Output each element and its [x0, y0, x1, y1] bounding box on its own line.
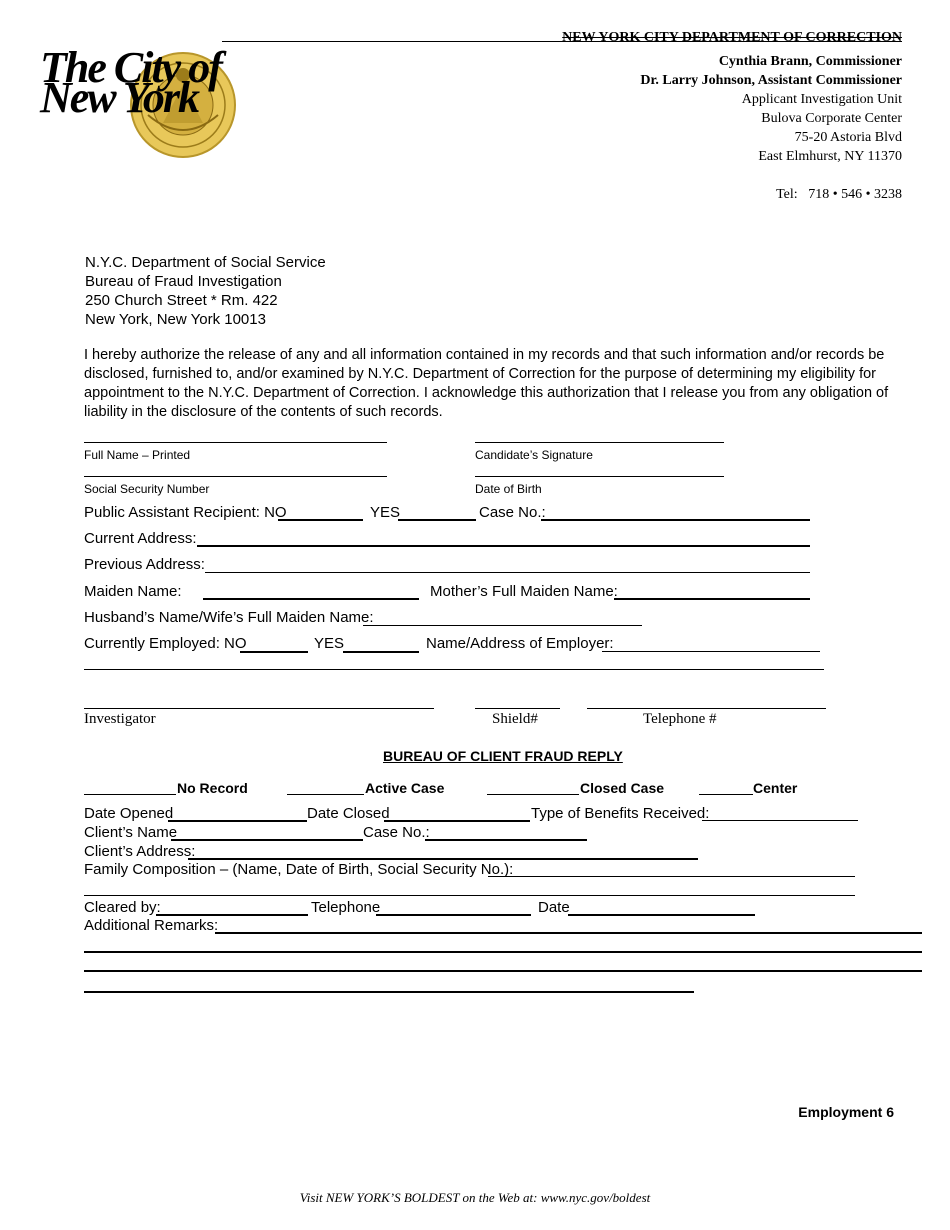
public-assistant-no-input[interactable] — [278, 519, 363, 521]
header-address-block — [452, 52, 902, 204]
authorization-text — [84, 346, 888, 422]
investigator-label: Investigator — [84, 711, 156, 727]
recipient-line-4: New York, New York 10013 — [85, 311, 266, 328]
shield-label: Shield# — [492, 711, 538, 727]
no-record-label: No Record — [177, 780, 248, 796]
full-name-input[interactable] — [84, 442, 387, 443]
assistant-commissioner: Dr. Larry Johnson, Assistant Commissioner — [640, 73, 902, 88]
reply-telephone-label: Telephone — [311, 899, 381, 916]
public-assistant-yes-label: YES — [370, 504, 401, 521]
reply-date-label: Date — [538, 899, 570, 916]
authorization-line-3: appointment to the N.Y.C. Department of Correction. I acknowledge this authorization that I release you from any obligation of — [84, 385, 889, 401]
mothers-maiden-input[interactable] — [614, 598, 810, 600]
remarks-label: Additional Remarks: — [84, 917, 219, 934]
employed-no-input[interactable] — [240, 651, 308, 653]
employer-label: Name/Address of Employer: — [426, 635, 614, 652]
authorization-line-1: I hereby authorize the release of any and all information contained in my records and that such information and/or records be — [84, 347, 885, 363]
recipient-address — [85, 253, 326, 329]
employed-yes-label: YES — [314, 635, 345, 652]
street-address: 75-20 Astoria Blvd — [794, 130, 902, 145]
center-label: Center — [753, 780, 798, 796]
signature-input[interactable] — [475, 442, 724, 443]
center-input[interactable] — [699, 794, 753, 795]
ssn-input[interactable] — [84, 476, 387, 477]
no-record-input[interactable] — [84, 794, 176, 795]
employed-label: Currently Employed: NO — [84, 635, 247, 652]
reply-case-no-input[interactable] — [425, 839, 587, 841]
unit-name: Applicant Investigation Unit — [741, 92, 902, 107]
active-case-label: Active Case — [365, 780, 445, 796]
ssn-label: Social Security Number — [84, 482, 210, 496]
date-closed-input[interactable] — [384, 820, 530, 822]
date-opened-input[interactable] — [168, 820, 307, 822]
clients-address-input[interactable] — [188, 858, 698, 860]
city-state-zip: East Elmhurst, NY 11370 — [758, 149, 902, 164]
reply-date-input[interactable] — [568, 914, 755, 916]
reply-case-no-label: Case No.: — [363, 824, 430, 841]
recipient-line-1: N.Y.C. Department of Social Service — [85, 254, 326, 271]
public-assistant-yes-input[interactable] — [398, 519, 476, 521]
active-case-input[interactable] — [287, 794, 364, 795]
clients-name-input[interactable] — [171, 839, 363, 841]
cleared-by-input[interactable] — [156, 914, 308, 916]
family-composition-label: Family Composition – (Name, Date of Birth, Social Security No.): — [84, 861, 514, 878]
logo-text: The City of New York — [40, 43, 221, 122]
mothers-maiden-label: Mother’s Full Maiden Name: — [430, 583, 618, 600]
reply-telephone-input[interactable] — [376, 914, 531, 916]
cleared-by-label: Cleared by: — [84, 899, 161, 916]
authorization-line-4: liability in the disclosure of the contents of such records. — [84, 404, 443, 420]
family-composition-input[interactable] — [488, 876, 855, 877]
employed-yes-input[interactable] — [343, 651, 419, 653]
previous-address-label: Previous Address: — [84, 556, 205, 573]
investigator-telephone-input[interactable] — [587, 708, 826, 709]
remarks-input[interactable] — [215, 932, 922, 934]
telephone-number: 718 • 546 • 3238 — [808, 187, 902, 202]
benefits-label: Type of Benefits Received: — [531, 805, 710, 822]
recipient-line-3: 250 Church Street * Rm. 422 — [85, 292, 278, 309]
spouse-name-input[interactable] — [363, 625, 642, 626]
investigator-input[interactable] — [84, 708, 434, 709]
employer-input-continued[interactable] — [84, 669, 824, 670]
maiden-name-label: Maiden Name: — [84, 583, 182, 600]
authorization-line-2: disclosed, furnished to, and/or examined by N.Y.C. Department of Correction for the purpose of determining my eligibility for — [84, 366, 876, 382]
closed-case-input[interactable] — [487, 794, 579, 795]
spouse-name-label: Husband’s Name/Wife’s Full Maiden Name: — [84, 609, 374, 626]
case-no-input[interactable] — [541, 519, 810, 521]
form-id: Employment 6 — [798, 1104, 894, 1120]
date-closed-label: Date Closed — [307, 805, 390, 822]
benefits-input[interactable] — [702, 820, 858, 821]
current-address-input[interactable] — [197, 545, 810, 547]
date-opened-label: Date Opened — [84, 805, 174, 822]
case-no-label: Case No.: — [479, 504, 546, 521]
investigator-telephone-label: Telephone # — [643, 711, 717, 727]
clients-name-label: Client’s Name — [84, 824, 178, 841]
maiden-name-input[interactable] — [203, 598, 419, 600]
shield-input[interactable] — [475, 708, 560, 709]
current-address-label: Current Address: — [84, 530, 197, 547]
public-assistant-label: Public Assistant Recipient: NO — [84, 504, 287, 521]
commissioner: Cynthia Brann, Commissioner — [718, 54, 902, 69]
family-composition-input-continued[interactable] — [84, 895, 855, 896]
full-name-label: Full Name – Printed — [84, 448, 191, 462]
employer-input[interactable] — [602, 651, 820, 652]
reply-title: BUREAU OF CLIENT FRAUD REPLY — [383, 748, 623, 764]
recipient-line-2: Bureau of Fraud Investigation — [85, 273, 282, 290]
remarks-input-line-4[interactable] — [84, 991, 694, 993]
building-name: Bulova Corporate Center — [761, 111, 902, 126]
signature-label: Candidate’s Signature — [475, 448, 593, 462]
dob-input[interactable] — [475, 476, 724, 477]
clients-address-label: Client’s Address: — [84, 843, 196, 860]
remarks-input-line-2[interactable] — [84, 951, 922, 953]
telephone-label: Tel: — [776, 187, 798, 202]
footer-website: Visit NEW YORK’S BOLDEST on the Web at: www.nyc.gov/boldest — [299, 1190, 651, 1205]
closed-case-label: Closed Case — [580, 780, 665, 796]
city-logo — [38, 45, 243, 195]
dob-label: Date of Birth — [475, 482, 542, 496]
department-name: NEW YORK CITY DEPARTMENT OF CORRECTION — [562, 30, 902, 45]
previous-address-input[interactable] — [205, 572, 810, 573]
remarks-input-line-3[interactable] — [84, 970, 922, 972]
telephone-line — [452, 185, 902, 204]
